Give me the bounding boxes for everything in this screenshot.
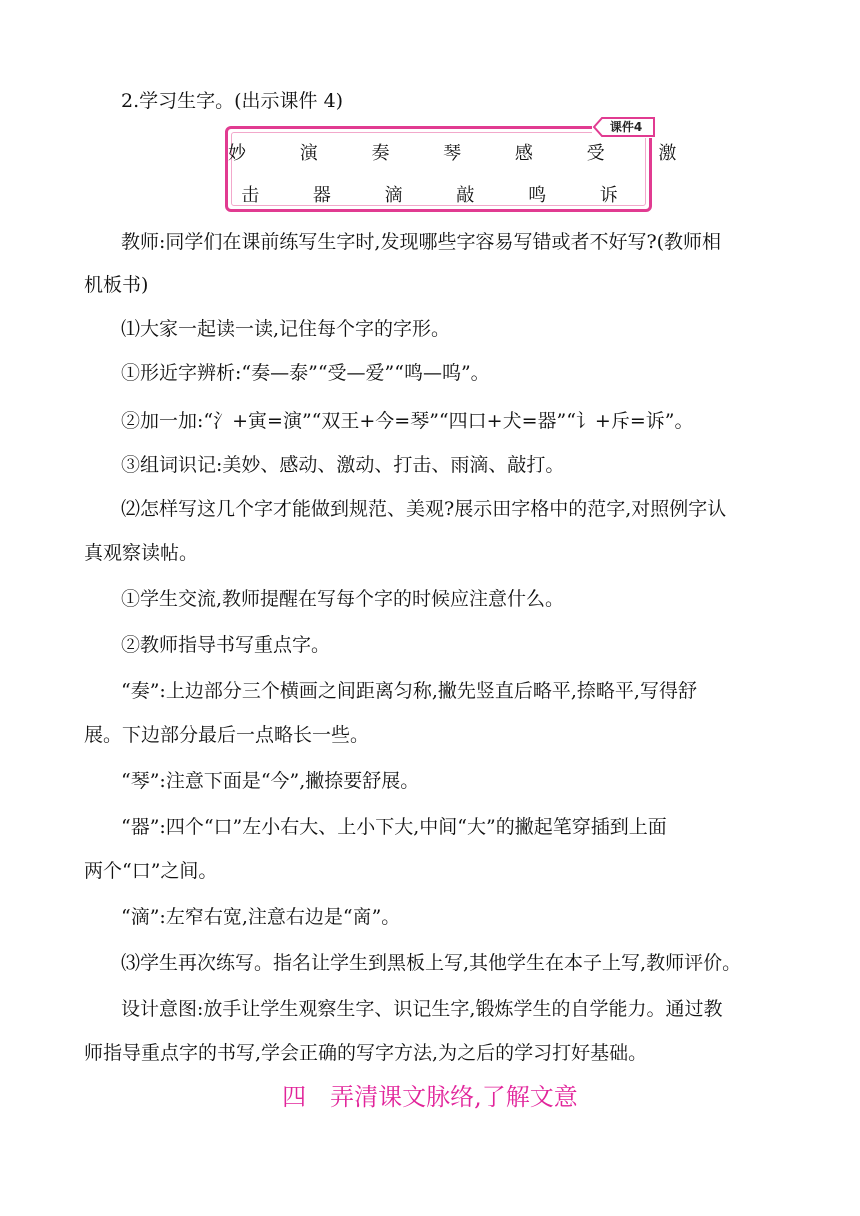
section-heading: 四 弄清课文脉络,了解文意 — [282, 1083, 578, 1111]
paragraph-line: 教师:同学们在课前练写生字时,发现哪些字容易写错或者不好写?(教师相 — [121, 231, 722, 253]
paragraph-line: “器”:四个“口”左小右大、上小下大,中间“大”的撇起笔穿插到上面 — [121, 816, 667, 838]
paragraph-line: ②加一加:“氵+寅=演”“双王+今=琴”“四口+犬=器”“讠+斥=诉”。 — [121, 410, 694, 432]
paragraph-line: 机板书) — [84, 274, 149, 296]
paragraph-line: ③组词识记:美妙、感动、激动、打击、雨滴、敲打。 — [121, 454, 565, 476]
paragraph-line: 师指导重点字的书写,学会正确的写字方法,为之后的学习打好基础。 — [84, 1042, 648, 1064]
paragraph-line: 两个“口”之间。 — [84, 860, 218, 882]
paragraph-line: ⑵怎样写这几个字才能做到规范、美观?展示田字格中的范字,对照例字认 — [121, 498, 727, 520]
courseware-box — [225, 126, 701, 212]
courseware-char-row-2: 击 器 滴 敲 鸣 诉 — [241, 185, 642, 206]
courseware-char-row-1: 妙 演 奏 琴 感 受 激 — [228, 143, 701, 164]
paragraph-line: ②教师指导书写重点字。 — [121, 634, 331, 656]
paragraph-line: “滴”:左窄右宽,注意右边是“啇”。 — [121, 906, 401, 928]
paragraph-line: 设计意图:放手让学生观察生字、识记生字,锻炼学生的自学能力。通过教 — [121, 998, 723, 1020]
paragraph-line: ①形近字辨析:“奏—泰”“受—爱”“鸣—呜”。 — [121, 362, 490, 384]
paragraph-line: ⑴大家一起读一读,记住每个字的字形。 — [121, 318, 451, 340]
courseware-tag — [592, 116, 656, 138]
courseware-tag-label: 课件4 — [609, 120, 643, 134]
paragraph-line: 展。下边部分最后一点略长一些。 — [84, 724, 370, 746]
paragraph-line: 真观察读帖。 — [84, 542, 199, 564]
paragraph-line: “奏”:上边部分三个横画之间距离匀称,撇先竖直后略平,捺略平,写得舒 — [121, 680, 697, 702]
step-heading: 2.学习生字。(出示课件 4) — [121, 90, 344, 112]
paragraph-line: ①学生交流,教师提醒在写每个字的时候应注意什么。 — [121, 588, 565, 610]
paragraph-line: “琴”:注意下面是“今”,撇捺要舒展。 — [121, 770, 420, 792]
paragraph-line: ⑶学生再次练写。指名让学生到黑板上写,其他学生在本子上写,教师评价。 — [121, 952, 742, 974]
